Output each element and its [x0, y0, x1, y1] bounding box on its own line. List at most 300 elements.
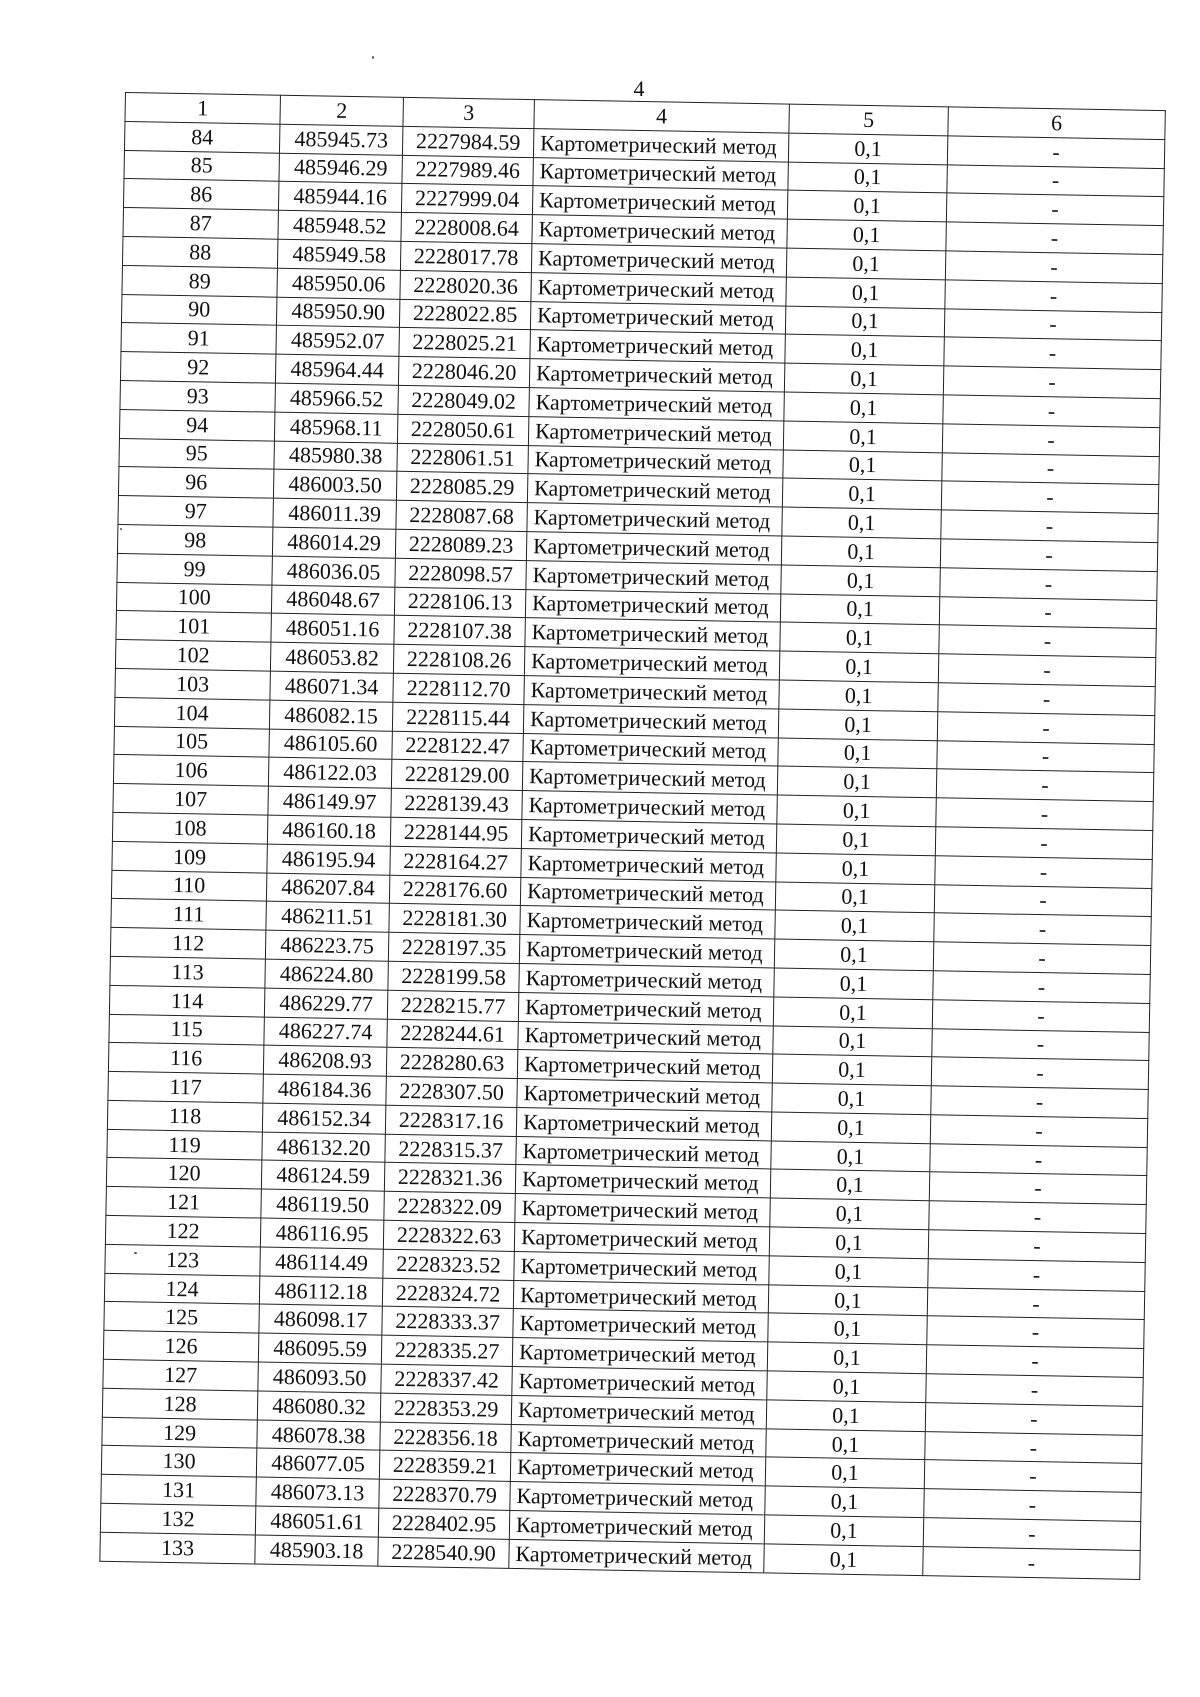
x-coordinate-cell: 486195.94: [267, 844, 390, 875]
note-cell: -: [934, 884, 1151, 917]
y-coordinate-cell: 2228020.36: [400, 270, 531, 301]
x-coordinate-cell: 486149.97: [268, 786, 391, 817]
y-coordinate-cell: 2228061.51: [397, 443, 528, 474]
method-cell: Картометрический метод: [514, 1251, 769, 1284]
accuracy-cell: 0,1: [785, 334, 944, 366]
point-number-cell: 121: [106, 1187, 261, 1218]
note-cell: -: [945, 251, 1162, 284]
accuracy-cell: 0,1: [769, 1227, 928, 1259]
accuracy-cell: 0,1: [773, 997, 932, 1029]
y-coordinate-cell: 2228115.44: [392, 702, 523, 733]
x-coordinate-cell: 485949.58: [277, 239, 400, 270]
point-number-cell: 94: [119, 409, 274, 440]
method-cell: Картометрический метод: [520, 906, 775, 939]
note-cell: -: [928, 1230, 1145, 1263]
x-coordinate-cell: 485980.38: [274, 441, 397, 472]
note-cell: -: [932, 999, 1149, 1032]
point-number-cell: 101: [116, 611, 271, 642]
accuracy-cell: 0,1: [771, 1141, 930, 1173]
x-coordinate-cell: 486208.93: [263, 1045, 386, 1076]
note-cell: -: [927, 1287, 1144, 1320]
y-coordinate-cell: 2228307.50: [386, 1076, 517, 1107]
point-number-cell: 107: [113, 784, 268, 815]
x-coordinate-cell: 486184.36: [263, 1074, 386, 1105]
x-coordinate-cell: 486095.59: [258, 1333, 381, 1364]
accuracy-cell: 0,1: [776, 824, 935, 856]
method-cell: Картометрический метод: [532, 186, 787, 219]
x-coordinate-cell: 486223.75: [265, 930, 388, 961]
method-cell: Картометрический метод: [530, 330, 785, 363]
method-cell: Картометрический метод: [510, 1482, 765, 1515]
method-cell: Картометрический метод: [514, 1223, 769, 1256]
point-number-cell: 127: [103, 1359, 258, 1390]
x-coordinate-cell: 486003.50: [273, 470, 396, 501]
y-coordinate-cell: 2228139.43: [391, 788, 522, 819]
method-cell: Картометрический метод: [533, 128, 788, 161]
accuracy-cell: 0,1: [766, 1429, 925, 1461]
x-coordinate-cell: 486071.34: [270, 671, 393, 702]
x-coordinate-cell: 486227.74: [264, 1017, 387, 1048]
scan-speck: [120, 528, 122, 530]
y-coordinate-cell: 2228280.63: [386, 1048, 517, 1079]
method-cell: Картометрический метод: [513, 1280, 768, 1313]
method-cell: Картометрический метод: [513, 1309, 768, 1342]
note-cell: -: [938, 654, 1155, 687]
method-cell: Картометрический метод: [519, 935, 774, 968]
accuracy-cell: 0,1: [777, 795, 936, 827]
method-cell: Картометрический метод: [528, 445, 783, 478]
accuracy-cell: 0,1: [781, 536, 940, 568]
note-cell: -: [936, 769, 1153, 802]
column-header-4: 4: [534, 100, 789, 133]
note-cell: -: [939, 596, 1156, 629]
point-number-cell: 109: [112, 841, 267, 872]
point-number-cell: 118: [107, 1100, 262, 1131]
y-coordinate-cell: 2228323.52: [383, 1249, 514, 1280]
accuracy-cell: 0,1: [774, 939, 933, 971]
point-number-cell: 108: [112, 812, 267, 843]
y-coordinate-cell: 2228353.29: [380, 1393, 511, 1424]
method-cell: Картометрический метод: [509, 1510, 764, 1543]
x-coordinate-cell: 486116.95: [260, 1218, 383, 1249]
x-coordinate-cell: 486053.82: [270, 642, 393, 673]
method-cell: Картометрический метод: [515, 1165, 770, 1198]
point-number-cell: 100: [116, 582, 271, 613]
note-cell: -: [930, 1143, 1147, 1176]
y-coordinate-cell: 2228046.20: [398, 356, 529, 387]
accuracy-cell: 0,1: [770, 1169, 929, 1201]
point-number-cell: 112: [110, 927, 265, 958]
y-coordinate-cell: 2228337.42: [381, 1364, 512, 1395]
x-coordinate-cell: 486224.80: [265, 959, 388, 990]
note-cell: -: [927, 1316, 1144, 1349]
method-cell: Картометрический метод: [529, 388, 784, 421]
accuracy-cell: 0,1: [770, 1198, 929, 1230]
point-number-cell: 103: [115, 668, 270, 699]
accuracy-cell: 0,1: [784, 392, 943, 424]
x-coordinate-cell: 486132.20: [262, 1132, 385, 1163]
note-cell: -: [947, 136, 1164, 169]
method-cell: Картометрический метод: [523, 704, 778, 737]
point-number-cell: 85: [124, 150, 279, 181]
point-number-cell: 128: [102, 1388, 257, 1419]
note-cell: -: [931, 1086, 1148, 1119]
x-coordinate-cell: 486122.03: [268, 757, 391, 788]
accuracy-cell: 0,1: [787, 219, 946, 251]
note-cell: -: [931, 1057, 1148, 1090]
method-cell: Картометрический метод: [520, 877, 775, 910]
point-number-cell: 95: [119, 438, 274, 469]
accuracy-cell: 0,1: [783, 421, 942, 453]
note-cell: -: [923, 1546, 1140, 1579]
coordinates-sheet: [99, 92, 1164, 1580]
accuracy-cell: 0,1: [785, 306, 944, 338]
y-coordinate-cell: 2228122.47: [392, 731, 523, 762]
accuracy-cell: 0,1: [767, 1342, 926, 1374]
y-coordinate-cell: 2228322.09: [384, 1191, 515, 1222]
x-coordinate-cell: 486051.61: [255, 1506, 378, 1537]
accuracy-cell: 0,1: [778, 738, 937, 770]
point-number-cell: 106: [113, 755, 268, 786]
accuracy-cell: 0,1: [786, 277, 945, 309]
accuracy-cell: 0,1: [765, 1486, 924, 1518]
y-coordinate-cell: 2228008.64: [401, 213, 532, 244]
note-cell: -: [932, 1028, 1149, 1061]
point-number-cell: 132: [100, 1503, 255, 1534]
method-cell: Картометрический метод: [516, 1136, 771, 1169]
accuracy-cell: 0,1: [776, 853, 935, 885]
x-coordinate-cell: 485948.52: [278, 210, 401, 241]
method-cell: Картометрический метод: [524, 647, 779, 680]
method-cell: Картометрический метод: [532, 215, 787, 248]
method-cell: Картометрический метод: [511, 1395, 766, 1428]
point-number-cell: 117: [108, 1071, 263, 1102]
note-cell: -: [925, 1431, 1142, 1464]
y-coordinate-cell: 2228107.38: [394, 616, 525, 647]
x-coordinate-cell: 486036.05: [272, 556, 395, 587]
accuracy-cell: 0,1: [779, 651, 938, 683]
note-cell: -: [941, 481, 1158, 514]
accuracy-cell: 0,1: [786, 248, 945, 280]
accuracy-cell: 0,1: [788, 133, 947, 165]
accuracy-cell: 0,1: [766, 1400, 925, 1432]
point-number-cell: 87: [123, 208, 278, 239]
point-number-cell: 124: [104, 1273, 259, 1304]
note-cell: -: [929, 1172, 1146, 1205]
note-cell: -: [939, 625, 1156, 658]
point-number-cell: 110: [111, 870, 266, 901]
y-coordinate-cell: 2228317.16: [385, 1105, 516, 1136]
x-coordinate-cell: 486051.16: [271, 613, 394, 644]
point-number-cell: 123: [105, 1244, 260, 1275]
note-cell: -: [943, 395, 1160, 428]
x-coordinate-cell: 486114.49: [260, 1247, 383, 1278]
point-number-cell: 115: [109, 1014, 264, 1045]
accuracy-cell: 0,1: [765, 1457, 924, 1489]
x-coordinate-cell: 485903.18: [255, 1535, 378, 1566]
method-cell: Картометрический метод: [521, 848, 776, 881]
method-cell: Картометрический метод: [511, 1424, 766, 1457]
note-cell: -: [937, 740, 1154, 773]
x-coordinate-cell: 486229.77: [264, 988, 387, 1019]
point-number-cell: 133: [100, 1532, 255, 1563]
point-number-cell: 126: [103, 1331, 258, 1362]
x-coordinate-cell: 485945.73: [279, 124, 402, 155]
y-coordinate-cell: 2228356.18: [380, 1422, 511, 1453]
y-coordinate-cell: 2228359.21: [379, 1451, 510, 1482]
method-cell: Картометрический метод: [519, 963, 774, 996]
x-coordinate-cell: 486160.18: [267, 815, 390, 846]
method-cell: Картометрический метод: [524, 675, 779, 708]
point-number-cell: 86: [123, 179, 278, 210]
x-coordinate-cell: 486124.59: [261, 1161, 384, 1192]
point-number-cell: 89: [122, 265, 277, 296]
accuracy-cell: 0,1: [771, 1112, 930, 1144]
point-number-cell: 111: [111, 899, 266, 930]
y-coordinate-cell: 2228197.35: [388, 932, 519, 963]
y-coordinate-cell: 2228335.27: [381, 1335, 512, 1366]
x-coordinate-cell: 486048.67: [271, 585, 394, 616]
note-cell: -: [936, 798, 1153, 831]
method-cell: Картометрический метод: [518, 992, 773, 1025]
accuracy-cell: 0,1: [775, 910, 934, 942]
note-cell: -: [935, 827, 1152, 860]
y-coordinate-cell: 2228129.00: [391, 760, 522, 791]
method-cell: Картометрический метод: [509, 1539, 764, 1572]
y-coordinate-cell: 2228089.23: [395, 529, 526, 560]
point-number-cell: 84: [124, 121, 279, 152]
method-cell: Картометрический метод: [521, 819, 776, 852]
x-coordinate-cell: 486207.84: [266, 873, 389, 904]
x-coordinate-cell: 486078.38: [257, 1420, 380, 1451]
x-coordinate-cell: 486014.29: [272, 527, 395, 558]
x-coordinate-cell: 485946.29: [279, 153, 402, 184]
point-number-cell: 98: [117, 524, 272, 555]
point-number-cell: 131: [101, 1475, 256, 1506]
x-coordinate-cell: 486105.60: [269, 729, 392, 760]
accuracy-cell: 0,1: [775, 881, 934, 913]
accuracy-cell: 0,1: [779, 680, 938, 712]
x-coordinate-cell: 486152.34: [262, 1103, 385, 1134]
method-cell: Картометрический метод: [523, 733, 778, 766]
x-coordinate-cell: 485964.44: [275, 354, 398, 385]
point-number-cell: 99: [117, 553, 272, 584]
note-cell: -: [924, 1460, 1141, 1493]
y-coordinate-cell: 2228022.85: [399, 299, 530, 330]
method-cell: Картометрический метод: [531, 272, 786, 305]
method-cell: Картометрический метод: [522, 762, 777, 795]
y-coordinate-cell: 2227999.04: [401, 184, 532, 215]
x-coordinate-cell: 486011.39: [273, 498, 396, 529]
table-body: [100, 121, 1165, 1579]
y-coordinate-cell: 2228322.63: [383, 1220, 514, 1251]
accuracy-cell: 0,1: [784, 363, 943, 395]
point-number-cell: 129: [102, 1417, 257, 1448]
accuracy-cell: 0,1: [772, 1083, 931, 1115]
method-cell: Картометрический метод: [525, 618, 780, 651]
y-coordinate-cell: 2227989.46: [402, 155, 533, 186]
x-coordinate-cell: 486073.13: [256, 1477, 379, 1508]
x-coordinate-cell: 486119.50: [261, 1189, 384, 1220]
accuracy-cell: 0,1: [782, 507, 941, 539]
y-coordinate-cell: 2227984.59: [402, 126, 533, 157]
y-coordinate-cell: 2228025.21: [399, 328, 530, 359]
accuracy-cell: 0,1: [768, 1313, 927, 1345]
note-cell: -: [943, 366, 1160, 399]
point-number-cell: 113: [110, 956, 265, 987]
note-cell: -: [937, 712, 1154, 745]
note-cell: -: [923, 1518, 1140, 1551]
column-header-2: 2: [280, 95, 403, 126]
method-cell: Картометрический метод: [516, 1107, 771, 1140]
note-cell: -: [933, 971, 1150, 1004]
y-coordinate-cell: 2228049.02: [398, 385, 529, 416]
method-cell: Картометрический метод: [527, 503, 782, 536]
accuracy-cell: 0,1: [774, 968, 933, 1000]
note-cell: -: [945, 280, 1162, 313]
y-coordinate-cell: 2228087.68: [396, 500, 527, 531]
note-cell: -: [935, 855, 1152, 888]
point-number-cell: 92: [120, 352, 275, 383]
method-cell: Картометрический метод: [526, 560, 781, 593]
x-coordinate-cell: 485944.16: [278, 182, 401, 213]
note-cell: -: [942, 452, 1159, 485]
point-number-cell: 122: [105, 1215, 260, 1246]
scan-speck: [134, 1252, 137, 1254]
point-number-cell: 125: [104, 1302, 259, 1333]
y-coordinate-cell: 2228540.90: [378, 1537, 509, 1568]
x-coordinate-cell: 486077.05: [256, 1448, 379, 1479]
point-number-cell: 119: [107, 1129, 262, 1160]
accuracy-cell: 0,1: [778, 709, 937, 741]
point-number-cell: 104: [114, 697, 269, 728]
y-coordinate-cell: 2228176.60: [389, 875, 520, 906]
y-coordinate-cell: 2228321.36: [384, 1163, 515, 1194]
accuracy-cell: 0,1: [777, 766, 936, 798]
column-header-6: 6: [948, 107, 1165, 140]
accuracy-cell: 0,1: [764, 1544, 923, 1576]
accuracy-cell: 0,1: [781, 565, 940, 597]
note-cell: -: [928, 1259, 1145, 1292]
accuracy-cell: 0,1: [783, 450, 942, 482]
method-cell: Картометрический метод: [512, 1338, 767, 1371]
accuracy-cell: 0,1: [782, 478, 941, 510]
point-number-cell: 105: [114, 726, 269, 757]
note-cell: -: [940, 568, 1157, 601]
coordinates-table: [99, 92, 1165, 1580]
accuracy-cell: 0,1: [787, 190, 946, 222]
y-coordinate-cell: 2228098.57: [395, 558, 526, 589]
method-cell: Картометрический метод: [518, 1021, 773, 1054]
point-number-cell: 120: [106, 1158, 261, 1189]
point-number-cell: 102: [115, 640, 270, 671]
y-coordinate-cell: 2228215.77: [387, 990, 518, 1021]
method-cell: Картометрический метод: [530, 301, 785, 334]
note-cell: -: [930, 1115, 1147, 1148]
column-header-3: 3: [403, 97, 534, 128]
note-cell: -: [944, 337, 1161, 370]
accuracy-cell: 0,1: [788, 162, 947, 194]
x-coordinate-cell: 486082.15: [269, 700, 392, 731]
note-cell: -: [925, 1403, 1142, 1436]
y-coordinate-cell: 2228402.95: [378, 1508, 509, 1539]
point-number-cell: 96: [118, 467, 273, 498]
method-cell: Картометрический метод: [531, 244, 786, 277]
y-coordinate-cell: 2228333.37: [382, 1307, 513, 1338]
y-coordinate-cell: 2228181.30: [389, 904, 520, 935]
scan-speck: [372, 56, 374, 59]
y-coordinate-cell: 2228164.27: [390, 846, 521, 877]
point-number-cell: 114: [109, 985, 264, 1016]
method-cell: Картометрический метод: [510, 1453, 765, 1486]
accuracy-cell: 0,1: [767, 1371, 926, 1403]
x-coordinate-cell: 486080.32: [257, 1391, 380, 1422]
accuracy-cell: 0,1: [768, 1285, 927, 1317]
accuracy-cell: 0,1: [780, 622, 939, 654]
method-cell: Картометрический метод: [529, 359, 784, 392]
note-cell: -: [941, 510, 1158, 543]
note-cell: -: [929, 1201, 1146, 1234]
accuracy-cell: 0,1: [764, 1515, 923, 1547]
y-coordinate-cell: 2228315.37: [385, 1134, 516, 1165]
accuracy-cell: 0,1: [772, 1054, 931, 1086]
method-cell: Картометрический метод: [528, 416, 783, 449]
y-coordinate-cell: 2228017.78: [400, 241, 531, 272]
method-cell: Картометрический метод: [517, 1050, 772, 1083]
note-cell: -: [946, 193, 1163, 226]
accuracy-cell: 0,1: [780, 594, 939, 626]
column-header-1: 1: [125, 93, 280, 124]
note-cell: -: [926, 1374, 1143, 1407]
y-coordinate-cell: 2228085.29: [396, 472, 527, 503]
note-cell: -: [940, 539, 1157, 572]
x-coordinate-cell: 485966.52: [275, 383, 398, 414]
note-cell: -: [946, 222, 1163, 255]
x-coordinate-cell: 485968.11: [274, 412, 397, 443]
y-coordinate-cell: 2228199.58: [388, 961, 519, 992]
column-header-5: 5: [789, 104, 948, 136]
point-number-cell: 93: [120, 380, 275, 411]
note-cell: -: [942, 424, 1159, 457]
x-coordinate-cell: 486098.17: [259, 1304, 382, 1335]
x-coordinate-cell: 486112.18: [259, 1276, 382, 1307]
note-cell: -: [926, 1345, 1143, 1378]
point-number-cell: 91: [121, 323, 276, 354]
note-cell: -: [934, 913, 1151, 946]
y-coordinate-cell: 2228050.61: [397, 414, 528, 445]
note-cell: -: [944, 308, 1161, 341]
y-coordinate-cell: 2228244.61: [387, 1019, 518, 1050]
x-coordinate-cell: 486093.50: [258, 1362, 381, 1393]
method-cell: Картометрический метод: [515, 1194, 770, 1227]
x-coordinate-cell: 485952.07: [276, 326, 399, 357]
method-cell: Картометрический метод: [512, 1367, 767, 1400]
method-cell: Картометрический метод: [525, 589, 780, 622]
y-coordinate-cell: 2228112.70: [393, 673, 524, 704]
accuracy-cell: 0,1: [769, 1256, 928, 1288]
y-coordinate-cell: 2228106.13: [394, 587, 525, 618]
note-cell: -: [924, 1489, 1141, 1522]
point-number-cell: 130: [101, 1446, 256, 1477]
point-number-cell: 116: [108, 1043, 263, 1074]
accuracy-cell: 0,1: [773, 1025, 932, 1057]
note-cell: -: [947, 164, 1164, 197]
y-coordinate-cell: 2228144.95: [390, 817, 521, 848]
x-coordinate-cell: 485950.06: [277, 268, 400, 299]
method-cell: Картометрический метод: [522, 791, 777, 824]
method-cell: Картометрический метод: [517, 1079, 772, 1112]
y-coordinate-cell: 2228108.26: [393, 644, 524, 675]
